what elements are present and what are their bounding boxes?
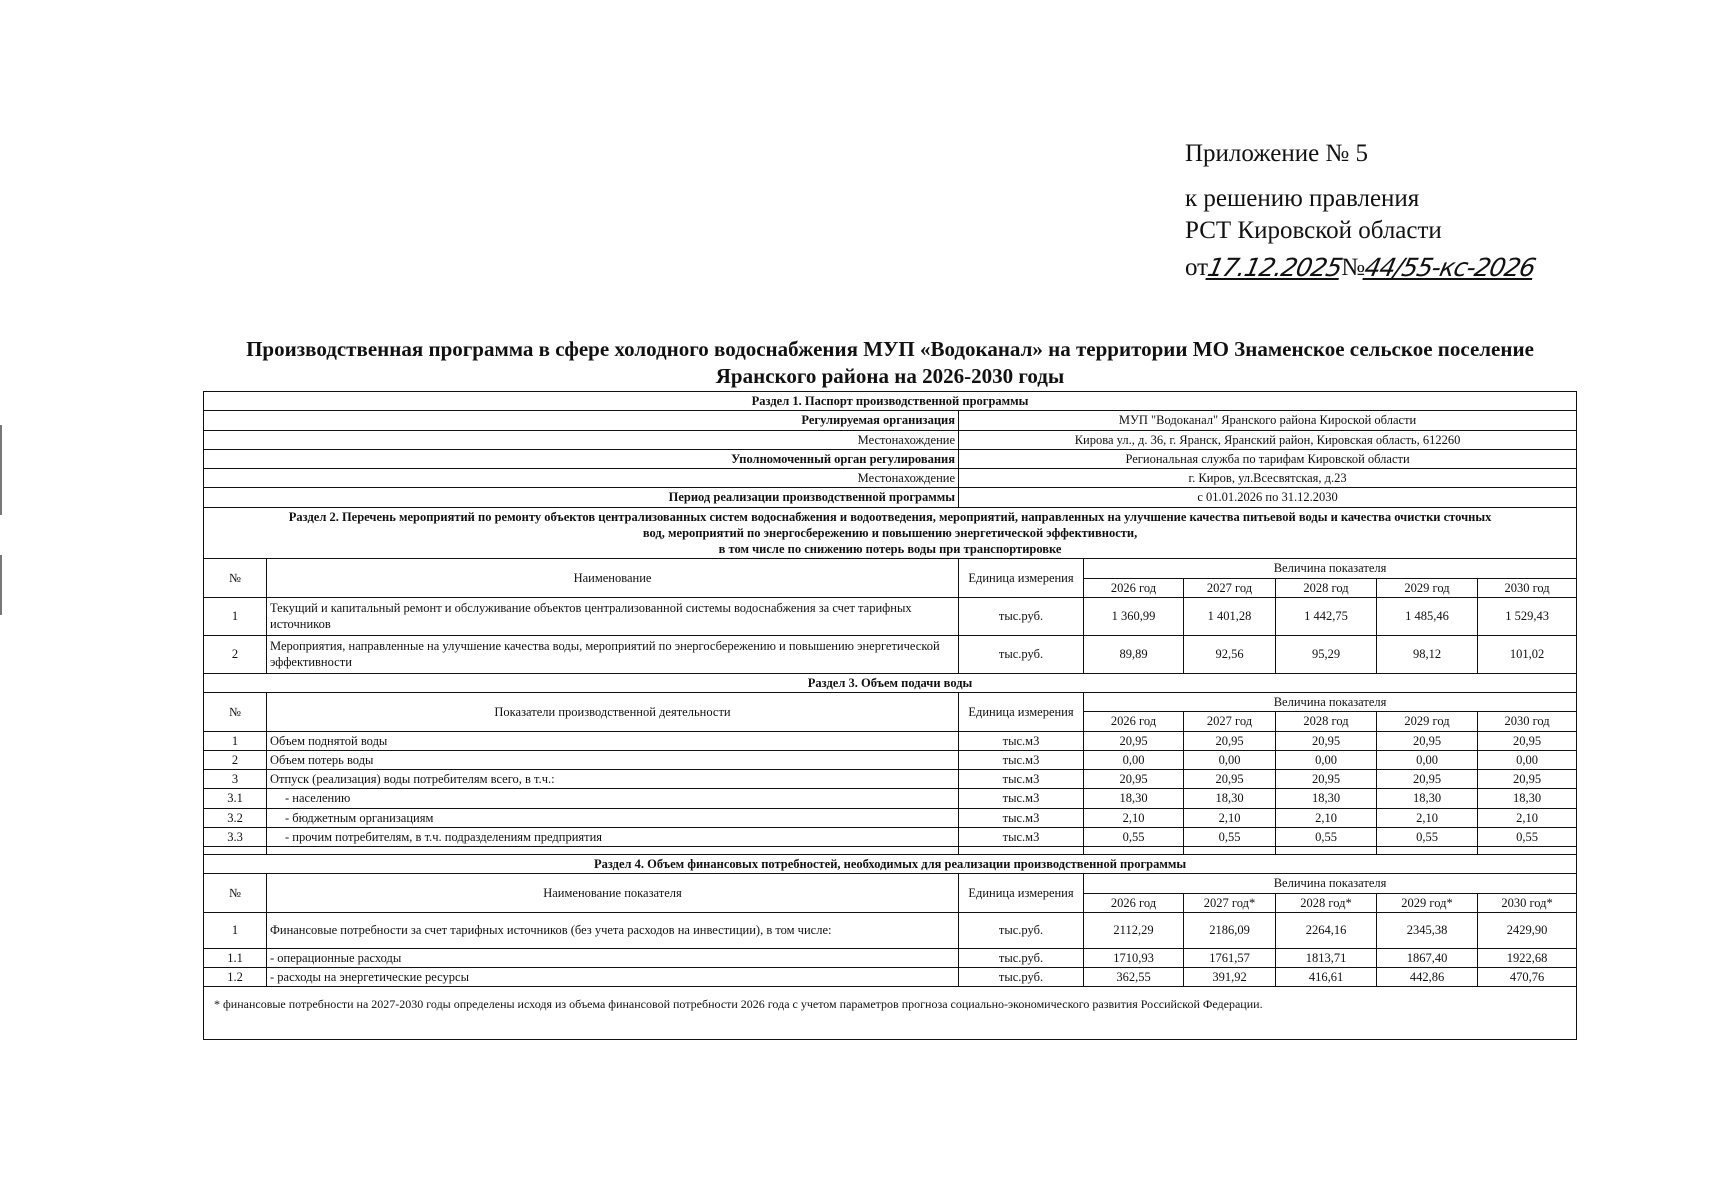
- row-value: 89,89: [1084, 635, 1184, 673]
- passport-row: [204, 430, 1577, 449]
- spacer-cell: [1184, 847, 1276, 855]
- scan-edge-mark: [0, 425, 2, 515]
- row-value: 2112,29: [1084, 912, 1184, 948]
- year-header: 2029 год: [1377, 712, 1478, 731]
- table-row: [204, 808, 1577, 827]
- passport-value: с 01.01.2026 по 31.12.2030: [959, 488, 1577, 507]
- appendix-decision: к решению правления: [1185, 185, 1420, 213]
- row-unit: тыс.м3: [959, 770, 1084, 789]
- appendix-header: [1185, 138, 1538, 283]
- row-value: 0,55: [1084, 827, 1184, 846]
- row-unit: тыс.руб.: [959, 948, 1084, 967]
- row-value: 20,95: [1377, 770, 1478, 789]
- table-row: [204, 827, 1577, 846]
- row-value: 2345,38: [1377, 912, 1478, 948]
- row-value: 1 529,43: [1478, 597, 1577, 635]
- row-value: 2,10: [1184, 808, 1276, 827]
- row-value: 2429,90: [1478, 912, 1577, 948]
- table-row: [204, 770, 1577, 789]
- row-value: 2,10: [1478, 808, 1577, 827]
- row-name: Объем поднятой воды: [267, 731, 959, 750]
- table-row: [204, 731, 1577, 750]
- row-number: 1: [204, 912, 267, 948]
- row-value: 442,86: [1377, 968, 1478, 987]
- row-value: 101,02: [1478, 635, 1577, 673]
- number-sign: №: [1341, 253, 1366, 281]
- row-unit: тыс.руб.: [959, 635, 1084, 673]
- table-row: [204, 968, 1577, 987]
- passport-value: г. Киров, ул.Всесвятская, д.23: [959, 469, 1577, 488]
- row-unit: тыс.руб.: [959, 912, 1084, 948]
- table-row: [204, 750, 1577, 769]
- row-value: 1 401,28: [1184, 597, 1276, 635]
- table-row: [204, 912, 1577, 948]
- col-header-value: Величина показателя: [1084, 693, 1577, 712]
- row-value: 470,76: [1478, 968, 1577, 987]
- spacer-row: [204, 847, 1577, 855]
- year-header: 2030 год*: [1478, 893, 1577, 912]
- appendix-number: Приложение № 5: [1185, 140, 1369, 167]
- row-value: 1867,40: [1377, 948, 1478, 967]
- row-unit: тыс.руб.: [959, 597, 1084, 635]
- spacer-cell: [1478, 847, 1577, 855]
- row-value: 0,55: [1184, 827, 1276, 846]
- row-number: 3: [204, 770, 267, 789]
- row-value: 20,95: [1084, 731, 1184, 750]
- row-value: 2,10: [1084, 808, 1184, 827]
- row-number: 1: [204, 597, 267, 635]
- col-header-name: Показатели производственной деятельности: [267, 693, 959, 732]
- spacer-cell: [267, 847, 959, 855]
- row-unit: тыс.м3: [959, 808, 1084, 827]
- row-name: - населению: [267, 789, 959, 808]
- table-row: [204, 597, 1577, 635]
- section1-heading: Раздел 1. Паспорт производственной программы: [204, 392, 1577, 411]
- spacer-cell: [204, 847, 267, 855]
- row-value: 2186,09: [1184, 912, 1276, 948]
- from-prefix: от: [1185, 253, 1209, 281]
- spacer-cell: [1084, 847, 1184, 855]
- passport-label: Местонахождение: [204, 430, 959, 449]
- passport-row: [204, 469, 1577, 488]
- row-value: 391,92: [1184, 968, 1276, 987]
- row-value: 0,00: [1478, 750, 1577, 769]
- row-unit: тыс.м3: [959, 789, 1084, 808]
- row-number: 2: [204, 750, 267, 769]
- row-value: 98,12: [1377, 635, 1478, 673]
- col-header-no: №: [204, 874, 267, 913]
- year-header: 2029 год: [1377, 578, 1478, 597]
- year-header: 2030 год: [1478, 712, 1577, 731]
- year-header: 2028 год: [1276, 712, 1377, 731]
- col-header-no: №: [204, 693, 267, 732]
- row-number: 1: [204, 731, 267, 750]
- section2-heading-line-2: вод, мероприятий по энергосбережению и повышению энергетической эффективности,: [642, 525, 1138, 540]
- section2-heading: [204, 507, 1577, 559]
- passport-value: Кирова ул., д. 36, г. Яранск, Яранский район, Кировская область, 612260: [959, 430, 1577, 449]
- row-name: Объем потерь воды: [267, 750, 959, 769]
- col-header-name: Наименование: [267, 559, 959, 598]
- row-number: 2: [204, 635, 267, 673]
- passport-label: Местонахождение: [204, 469, 959, 488]
- footnote: * финансовые потребности на 2027-2030 годы определены исходя из объема финансовой потребности 2026 года с учетом параметров прогноза социально-экономического развития Российской Федерации.: [204, 987, 1577, 1040]
- year-header: 2026 год: [1084, 578, 1184, 597]
- row-value: 1761,57: [1184, 948, 1276, 967]
- row-number: 3.1: [204, 789, 267, 808]
- passport-row: [204, 449, 1577, 468]
- row-value: 20,95: [1478, 731, 1577, 750]
- year-header: 2027 год: [1184, 712, 1276, 731]
- row-value: 1 442,75: [1276, 597, 1377, 635]
- row-number: 1.2: [204, 968, 267, 987]
- row-value: 362,55: [1084, 968, 1184, 987]
- section4-heading: Раздел 4. Объем финансовых потребностей, необходимых для реализации производственной программы: [204, 855, 1577, 874]
- table-row: [204, 635, 1577, 673]
- row-name: Текущий и капитальный ремонт и обслуживание объектов централизованной системы водоснабжения за счет тарифных источников: [267, 597, 959, 635]
- spacer-cell: [1276, 847, 1377, 855]
- row-name: - операционные расходы: [267, 948, 959, 967]
- row-value: 0,00: [1377, 750, 1478, 769]
- row-value: 2264,16: [1276, 912, 1377, 948]
- passport-row: [204, 411, 1577, 430]
- row-value: 20,95: [1276, 770, 1377, 789]
- year-header: 2026 год: [1084, 712, 1184, 731]
- row-number: 3.3: [204, 827, 267, 846]
- year-header: 2029 год*: [1377, 893, 1478, 912]
- table-row: [204, 789, 1577, 808]
- year-header: 2030 год: [1478, 578, 1577, 597]
- title-line-1: Производственная программа в сфере холодного водоснабжения МУП «Водоканал» на территории МО Знаменское сельское поселение: [246, 337, 1534, 361]
- row-value: 20,95: [1478, 770, 1577, 789]
- handwritten-date: 17.12.2025: [1205, 252, 1345, 282]
- passport-value: Региональная служба по тарифам Кировской области: [959, 449, 1577, 468]
- row-value: 0,00: [1276, 750, 1377, 769]
- col-header-unit: Единица измерения: [959, 874, 1084, 913]
- row-unit: тыс.м3: [959, 827, 1084, 846]
- page-title: [190, 336, 1590, 391]
- row-value: 0,00: [1184, 750, 1276, 769]
- row-name: - бюджетным организациям: [267, 808, 959, 827]
- row-name: - расходы на энергетические ресурсы: [267, 968, 959, 987]
- decision-date-number: [1185, 252, 1538, 283]
- spacer-cell: [959, 847, 1084, 855]
- passport-label: Уполномоченный орган регулирования: [204, 449, 959, 468]
- row-value: 95,29: [1276, 635, 1377, 673]
- row-value: 20,95: [1276, 731, 1377, 750]
- handwritten-number: 44/55-кс-2026: [1362, 252, 1538, 282]
- row-value: 1813,71: [1276, 948, 1377, 967]
- section3-heading: Раздел 3. Объем подачи воды: [204, 673, 1577, 692]
- row-value: 1 485,46: [1377, 597, 1478, 635]
- row-value: 18,30: [1377, 789, 1478, 808]
- row-name: - прочим потребителям, в т.ч. подразделениям предприятия: [267, 827, 959, 846]
- row-value: 2,10: [1377, 808, 1478, 827]
- col-header-unit: Единица измерения: [959, 693, 1084, 732]
- row-value: 1922,68: [1478, 948, 1577, 967]
- year-header: 2026 год: [1084, 893, 1184, 912]
- row-value: 0,55: [1276, 827, 1377, 846]
- col-header-value: Величина показателя: [1084, 559, 1577, 578]
- col-header-value: Величина показателя: [1084, 874, 1577, 893]
- row-value: 20,95: [1184, 731, 1276, 750]
- row-value: 92,56: [1184, 635, 1276, 673]
- row-value: 416,61: [1276, 968, 1377, 987]
- row-value: 0,55: [1377, 827, 1478, 846]
- production-program-table: [203, 391, 1577, 1040]
- col-header-name: Наименование показателя: [267, 874, 959, 913]
- passport-row: [204, 488, 1577, 507]
- section2-heading-line-1: Раздел 2. Перечень мероприятий по ремонту объектов централизованных систем водоснабжения и водоотведения, мероприятий, направленных на улучшение качества питьевой воды и качества очистки сточных: [288, 509, 1492, 524]
- row-value: 1 360,99: [1084, 597, 1184, 635]
- row-value: 2,10: [1276, 808, 1377, 827]
- row-value: 18,30: [1184, 789, 1276, 808]
- section2-heading-line-3: в том числе по снижению потерь воды при транспортировке: [718, 542, 1062, 556]
- row-name: Мероприятия, направленные на улучшение качества воды, мероприятий по энергосбережению и повышению энергетической эффективности: [267, 635, 959, 673]
- passport-label: Период реализации производственной программы: [204, 488, 959, 507]
- row-value: 1710,93: [1084, 948, 1184, 967]
- row-value: 20,95: [1377, 731, 1478, 750]
- row-value: 20,95: [1184, 770, 1276, 789]
- row-number: 1.1: [204, 948, 267, 967]
- row-value: 0,00: [1084, 750, 1184, 769]
- table-row: [204, 948, 1577, 967]
- spacer-cell: [1377, 847, 1478, 855]
- row-number: 3.2: [204, 808, 267, 827]
- appendix-authority: РСТ Кировской области: [1185, 216, 1442, 244]
- passport-label: Регулируемая организация: [204, 411, 959, 430]
- row-value: 0,55: [1478, 827, 1577, 846]
- row-name: Финансовые потребности за счет тарифных источников (без учета расходов на инвестиции), в том числе:: [267, 912, 959, 948]
- row-unit: тыс.м3: [959, 750, 1084, 769]
- year-header: 2028 год: [1276, 578, 1377, 597]
- row-unit: тыс.руб.: [959, 968, 1084, 987]
- year-header: 2027 год: [1184, 578, 1276, 597]
- row-unit: тыс.м3: [959, 731, 1084, 750]
- row-value: 20,95: [1084, 770, 1184, 789]
- row-value: 18,30: [1478, 789, 1577, 808]
- col-header-unit: Единица измерения: [959, 559, 1084, 598]
- row-value: 18,30: [1084, 789, 1184, 808]
- title-line-2: Яранского района на 2026-2030 годы: [715, 364, 1065, 389]
- passport-value: МУП "Водоканал" Яранского района Кироской области: [959, 411, 1577, 430]
- row-value: 18,30: [1276, 789, 1377, 808]
- year-header: 2027 год*: [1184, 893, 1276, 912]
- col-header-no: №: [204, 559, 267, 598]
- scan-edge-mark: [0, 555, 2, 615]
- year-header: 2028 год*: [1276, 893, 1377, 912]
- row-name: Отпуск (реализация) воды потребителям всего, в т.ч.:: [267, 770, 959, 789]
- program-table-wrapper: [203, 391, 1576, 1040]
